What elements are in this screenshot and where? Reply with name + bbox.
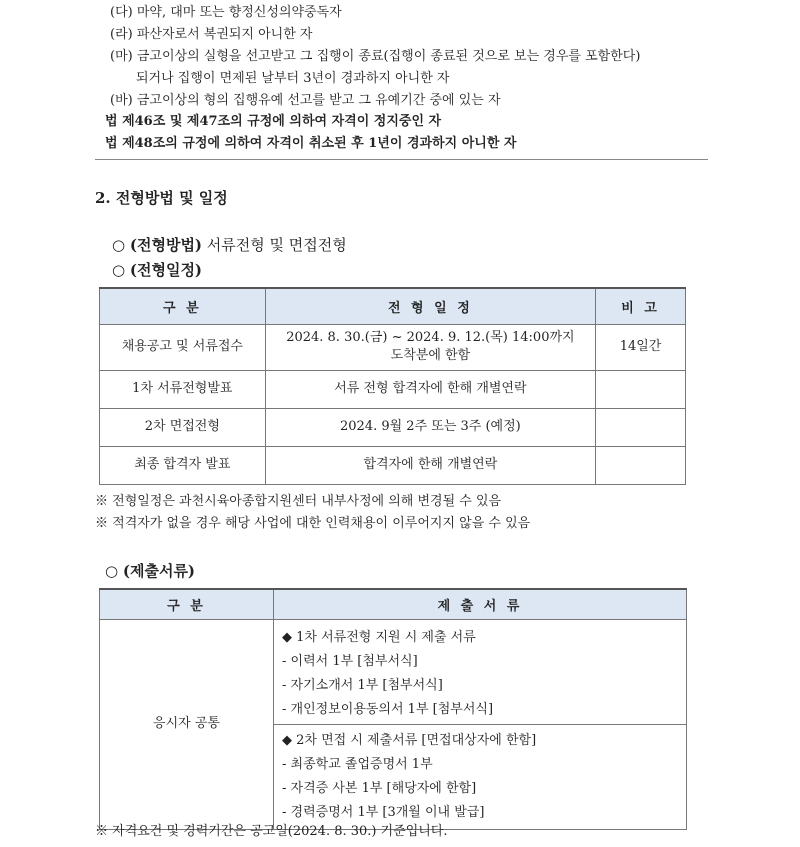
- method-value: 서류전형 및 면접전형: [202, 236, 347, 254]
- row-schedule: 2024. 9월 2주 또는 3주 (예정): [265, 408, 595, 446]
- documents-line: [105, 560, 195, 581]
- header-schedule: 전 형 일 정: [265, 288, 595, 324]
- schedule-note-1: ※ 전형일정은 과천시육아종합지원센터 내부사정에 의해 변경될 수 있음: [95, 494, 502, 509]
- row-schedule: 합격자에 한해 개별연락: [265, 446, 595, 484]
- row-note: [596, 408, 686, 446]
- disqualification-item-ra: (라) 파산자로서 복권되지 아니한 자: [110, 27, 313, 42]
- table-header-row: [100, 288, 686, 324]
- header-category: 구 분: [100, 589, 274, 619]
- header-note: 비 고: [596, 288, 686, 324]
- list-item: - 이력서 1부 [첨부서식]: [282, 653, 418, 669]
- list-item: - 자격증 사본 1부 [해당자에 한함]: [282, 780, 477, 796]
- schedule-note-2: ※ 적격자가 없을 경우 해당 사업에 대한 인력채용이 이루어지지 않을 수 있음: [95, 516, 531, 531]
- row-note: [596, 446, 686, 484]
- bullet-icon: ○: [112, 261, 126, 279]
- documents-label: (제출서류): [122, 562, 196, 580]
- row-note: [596, 370, 686, 408]
- disqualification-item-da: (다) 마약, 대마 또는 향정신성의약중독자: [110, 5, 342, 20]
- table-row: [100, 408, 686, 446]
- law-item-48: 법 제48조의 규정에 의하여 자격이 취소된 후 1년이 경과하지 아니한 자: [105, 136, 517, 151]
- footer-note: ※ 자격요건 및 경력기간은 공고일(2024. 8. 30.) 기준입니다.: [95, 824, 448, 839]
- list-item: - 최종학교 졸업증명서 1부: [282, 756, 433, 772]
- table-row: [100, 619, 687, 724]
- bullet-icon: ○: [112, 236, 126, 254]
- table-header-row: [100, 589, 687, 619]
- group-1-title: ◆ 1차 서류전형 지원 시 제출 서류: [282, 629, 476, 645]
- disqualification-item-ba: (바) 금고이상의 형의 집행유예 선고를 받고 그 유예기간 중에 있는 자: [110, 93, 501, 108]
- disqualification-item-ma: (마) 금고이상의 실형을 선고받고 그 집행이 종료(집행이 종료된 것으로 보는 경우를 포함한다): [110, 49, 641, 64]
- schedule-label: (전형일정): [129, 261, 203, 279]
- row-category: 2차 면접전형: [100, 408, 266, 446]
- schedule-line-1: 2024. 8. 30.(금) ~ 2024. 9. 12.(목) 14:00까지: [286, 330, 575, 345]
- disqualification-item-ma-cont: 되거나 집행이 면제된 날부터 3년이 경과하지 아니한 자: [136, 71, 450, 86]
- law-item-46-47: 법 제46조 및 제47조의 규정에 의하여 자격이 정지중인 자: [105, 114, 442, 129]
- schedule-line-2: 도착분에 한함: [390, 348, 471, 363]
- row-category: 최종 합격자 발표: [100, 446, 266, 484]
- bullet-icon: ○: [105, 562, 119, 580]
- row-category: 채용공고 및 서류접수: [100, 324, 266, 370]
- row-schedule: [265, 324, 595, 370]
- row-note: 14일간: [596, 324, 686, 370]
- list-item: - 개인정보이용동의서 1부 [첨부서식]: [282, 701, 494, 717]
- section-divider: [95, 159, 708, 160]
- documents-category: 응시자 공통: [100, 619, 274, 829]
- schedule-table: [99, 287, 686, 485]
- group-2-title: ◆ 2차 면접 시 제출서류 [면접대상자에 한함]: [282, 732, 537, 748]
- list-item: - 자기소개서 1부 [첨부서식]: [282, 677, 443, 693]
- row-category: 1차 서류전형발표: [100, 370, 266, 408]
- header-documents: 제 출 서 류: [274, 589, 687, 619]
- method-label: (전형방법): [129, 236, 203, 254]
- schedule-line: [112, 259, 202, 280]
- method-line: [112, 234, 347, 255]
- table-row: [100, 370, 686, 408]
- documents-group-1: [274, 619, 687, 724]
- documents-table: [99, 588, 687, 830]
- row-schedule: 서류 전형 합격자에 한해 개별연락: [265, 370, 595, 408]
- list-item: - 경력증명서 1부 [3개월 이내 발급]: [282, 804, 485, 820]
- header-category: 구 분: [100, 288, 266, 324]
- documents-group-2: [274, 724, 687, 829]
- table-row: [100, 446, 686, 484]
- table-row: [100, 324, 686, 370]
- section-2-title: 2. 전형방법 및 일정: [95, 189, 228, 207]
